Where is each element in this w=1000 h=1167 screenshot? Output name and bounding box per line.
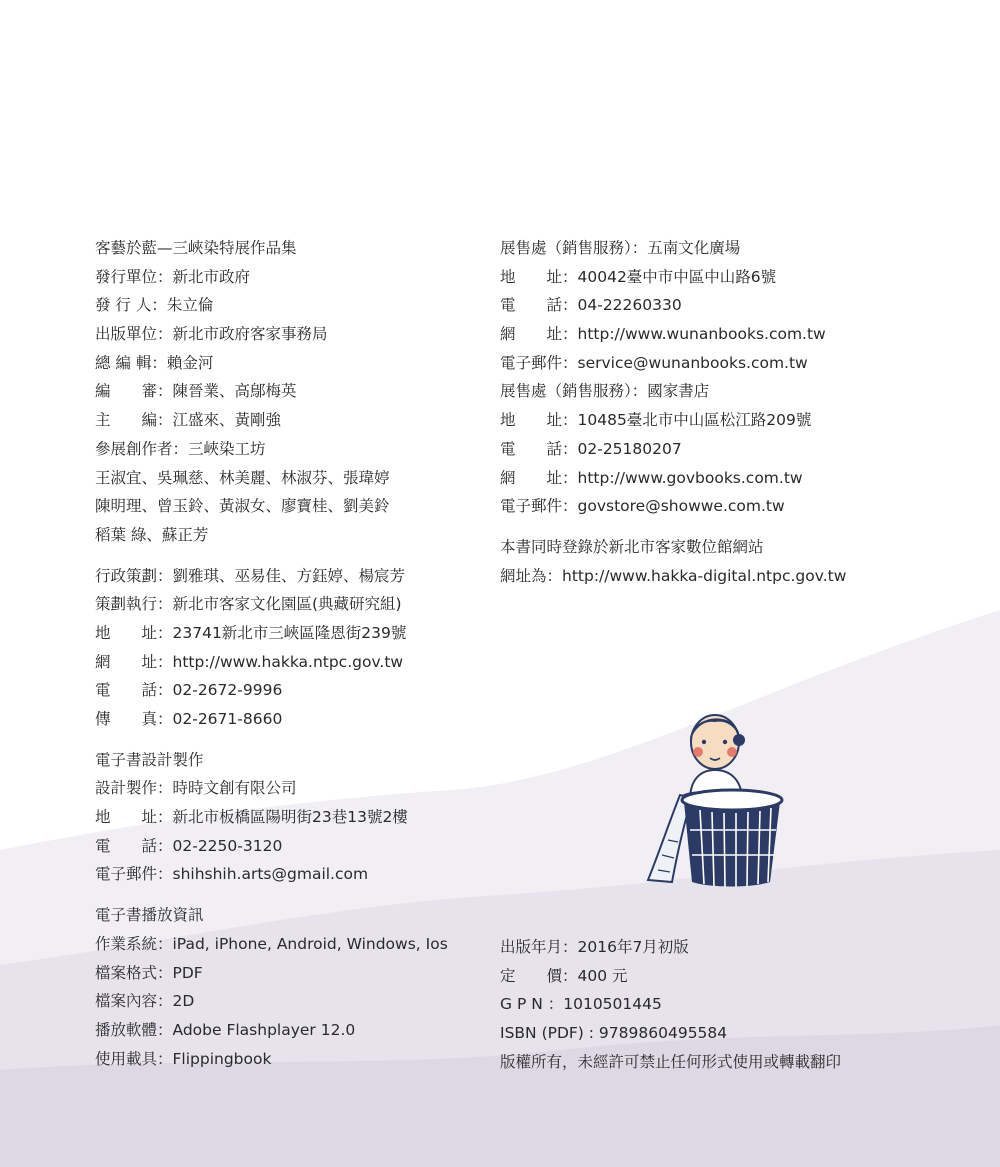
credit-line: 地 址：新北市板橋區陽明街23巷13號2樓: [95, 808, 408, 827]
credit-line: 發 行 人：朱立倫: [95, 296, 214, 315]
credit-line: 網 址：http://www.hakka.ntpc.gov.tw: [95, 652, 404, 671]
credit-line: 王淑宜、吳珮慈、林美麗、林淑芬、張瑋婷: [95, 468, 390, 487]
credit-line: 使用載具：Flippingbook: [95, 1049, 272, 1068]
credit-line: 主 編：江盛來、黃剛強: [95, 411, 282, 430]
sales-outlets: [500, 234, 846, 521]
price: 定 價：400 元: [500, 966, 628, 985]
credit-line: 播放軟體：Adobe Flashplayer 12.0: [95, 1020, 356, 1039]
credit-line: 本書同時登錄於新北市客家數位館網站: [500, 537, 764, 556]
credit-line: 電子郵件：govstore@showwe.com.tw: [500, 497, 785, 516]
right-column-bottom: [500, 933, 841, 1076]
credit-line: 傳 真：02-2671-8660: [95, 710, 283, 728]
publish-date: 出版年月：2016年7月初版: [500, 938, 689, 956]
publication-credits: [95, 234, 448, 550]
credit-line: 設計製作：時時文創有限公司: [95, 779, 297, 798]
credit-line: 展售處（銷售服務）：國家書店: [500, 382, 710, 401]
credit-line: 電子郵件：service@wunanbooks.com.tw: [500, 353, 808, 372]
credit-line: 客藝於藍—三峽染特展作品集: [95, 239, 297, 257]
basket-body: [684, 802, 780, 887]
credit-line: 地 址：40042臺中市中區中山路6號: [500, 267, 777, 286]
credit-line: 陳明理、曾玉鈴、黃淑女、廖寶桂、劉美鈴: [95, 497, 390, 516]
credit-line: 編 審：陳晉業、高鄔梅英: [95, 382, 297, 401]
left-column: [95, 234, 448, 1073]
credit-line: 網 址：http://www.govbooks.com.tw: [500, 468, 803, 487]
digital-library-info: [500, 533, 846, 590]
gpn: G P N ：1010501445: [500, 995, 662, 1014]
credit-line: 出版單位：新北市政府客家事務局: [95, 325, 328, 344]
girl-in-basket-illustration: [640, 700, 785, 890]
credit-line: 地 址：10485臺北市中山區松江路209號: [500, 411, 812, 430]
credit-line: 參展創作者：三峽染工坊: [95, 439, 266, 458]
isbn: ISBN (PDF) : 9789860495584: [500, 1024, 728, 1043]
left-cheek: [693, 747, 703, 757]
credit-line: 發行單位：新北市政府: [95, 267, 251, 286]
credit-line: 總 編 輯：賴金河: [95, 353, 214, 372]
credit-line: 檔案格式：PDF: [95, 963, 203, 982]
copyright-notice: 版權所有，未經許可禁止任何形式使用或轉載翻印: [500, 1052, 842, 1071]
credit-line: 電 話：02-2672-9996: [95, 681, 283, 700]
administration-credits: [95, 562, 448, 734]
ebook-design-credits: [95, 746, 448, 889]
credit-line: 稻葉 綠、蘇正芳: [95, 525, 209, 544]
credit-line: 電 話：02-2250-3120: [95, 836, 283, 855]
credit-line: 網址為：http://www.hakka-digital.ntpc.gov.tw: [500, 566, 847, 585]
right-column-top: [500, 234, 846, 590]
credit-line: 電子書播放資訊: [95, 906, 204, 925]
credit-line: 電子書設計製作: [95, 750, 204, 769]
credit-line: 電 話：02-25180207: [500, 439, 682, 458]
credit-line: 電 話：04-22260330: [500, 296, 682, 315]
right-cheek: [727, 747, 737, 757]
credit-line: 網 址：http://www.wunanbooks.com.tw: [500, 325, 826, 344]
ebook-playback-info: [95, 901, 448, 1073]
credit-line: 作業系統：iPad, iPhone, Android, Windows, Ios: [95, 934, 448, 953]
credit-line: 行政策劃：劉雅琪、巫易佳、方鈺婷、楊宸芳: [95, 566, 406, 585]
credit-line: 展售處（銷售服務）：五南文化廣場: [500, 239, 741, 257]
credit-line: 策劃執行：新北市客家文化園區(典藏研究組): [95, 595, 402, 614]
credit-line: 地 址：23741新北市三峽區隆恩街239號: [95, 623, 407, 642]
credit-line: 電子郵件：shihshih.arts@gmail.com: [95, 865, 369, 884]
credit-line: 檔案內容：2D: [95, 992, 195, 1011]
